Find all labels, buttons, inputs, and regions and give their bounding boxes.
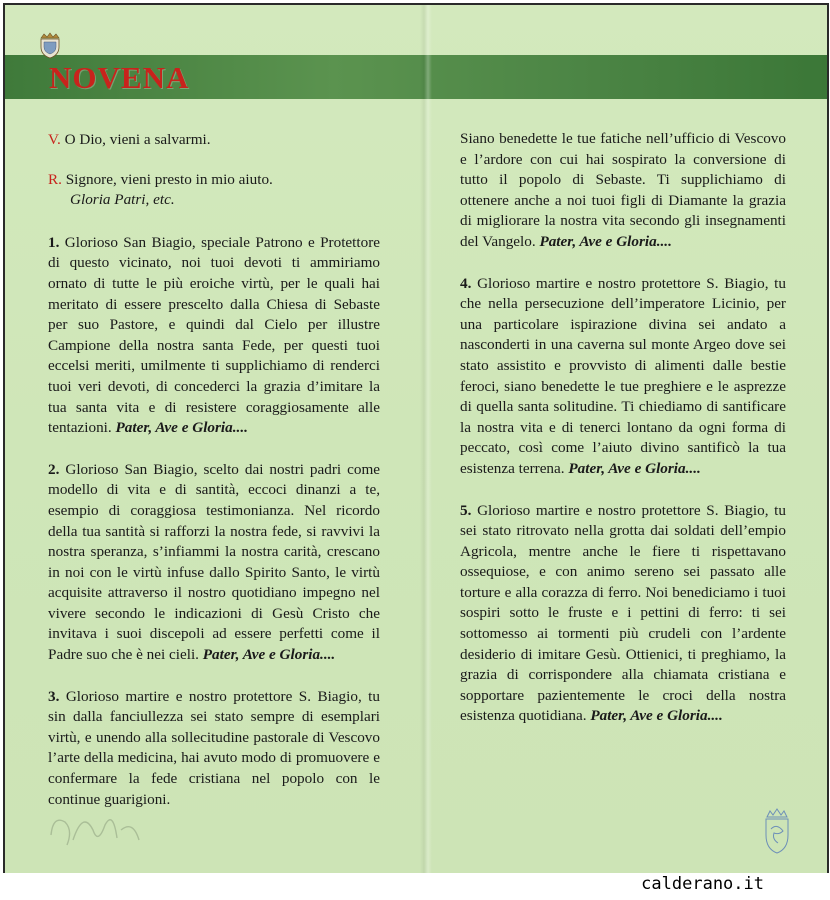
paragraph-text: Glorioso martire e nostro protettore S. Biagio, tu sin dalla fanciullezza sei stato sempre di esemplari virtù, e unendo alla sollecitudine pastorale di Vescovo l’arte della medicina, hai avuto modo di promuovere e confermare la fede cristiana nel popolo con le continue guarigioni.: [48, 687, 380, 808]
paragraph-text: Siano benedette le tue fatiche nell’ufficio di Vescovo e l’ardore con cui hai sospirato la conversione di tutto il popolo di Sebaste. Ti supplichiamo di ottenere anche a noi tuoi figli di Diamante la grazia di migliorare la nostra vita secondo gli insegnamenti del Vangelo.: [460, 130, 786, 250]
paragraph-number: 1.: [48, 233, 60, 251]
paragraph-number: 5.: [460, 501, 472, 519]
coat-of-arms-icon: [35, 30, 65, 60]
response-mark: R.: [48, 170, 62, 188]
closing-prayer: Pater, Ave e Gloria....: [115, 419, 248, 437]
prayer-paragraph-3-continued: [460, 129, 786, 253]
paragraph-text: Glorioso martire e nostro protettore S. Biagio, tu sei stato ritrovato nella grotta dai soldati dell’empio Agricola, mentre anche le fiere ti rispettavano ossequiose, e con animo sereno sei passato alle torture e alla corazza di ferro. Noi benediciamo i tuoi sospiri sotto le fruste e i pettini di ferro: ti sei sottomesso ai tormenti più crudeli con l’ardente desiderio di imitare Gesù. Ottienici, ti preghiamo, la grazia di corrispondere alla chiamata cristiana e sopportare pazientemente le croci della nostra esistenza quotidiana.: [460, 501, 786, 725]
paragraph-text: Glorioso San Biagio, scelto dai nostri padri come modello di vita e di santità, eccoci dinanzi a te, esempio di coraggiosa testimonianza. Nel ricordo della tua santità si rafforzi la nostra fede, si ravvivi la nostra speranza, s’infiammi la nostra carità, crescano in noi con le virtù infuse dallo Spirito Santo, le virtù acquisite attraverso il nostro quotidiano impegno nel vivere secondo le indicazioni di Gesù Cristo che invitava i suoi discepoli ad essere perfetti come il Padre suo che è nei cieli.: [48, 460, 380, 664]
page-frame: [3, 3, 829, 875]
versicle-text: O Dio, vieni a salvarmi.: [60, 131, 211, 148]
closing-prayer: Pater, Ave e Gloria....: [568, 459, 701, 477]
page-fold: [420, 5, 432, 873]
closing-prayer: Pater, Ave e Gloria....: [590, 707, 723, 725]
coat-of-arms-icon: [762, 805, 792, 855]
prayer-paragraph-2: [48, 460, 380, 666]
closing-prayer: Pater, Ave e Gloria....: [539, 232, 672, 250]
response-text: Signore, vieni presto in mio aiuto.: [61, 170, 273, 188]
prayer-paragraph-5: [460, 501, 786, 728]
page-title: NOVENA: [49, 60, 190, 95]
prayer-paragraph-3: [48, 687, 380, 811]
paragraph-text: Glorioso martire e nostro protettore S. Biagio, tu che nella persecuzione dell’imperatore Licinio, per una particolare ispirazione divina sei andato a nasconderti in una caverna sul monte Argeo dove sei stato assistito e provvisto di alimenti dalle bestie feroci, siano benedette le tue preghiere e le asprezze di quella santa solitudine. Ti chiediamo di santificare la nostra vita e di tenerci lontano da ogni forma di peccato, così come l’aiuto divino santificò la tua esistenza terrena.: [460, 274, 786, 477]
site-watermark: calderano.it: [641, 874, 764, 894]
closing-prayer: Pater, Ave e Gloria....: [202, 646, 336, 664]
left-column: [48, 130, 380, 810]
versicle-mark: V.: [48, 131, 61, 148]
right-column: [460, 129, 786, 727]
response: [48, 170, 380, 211]
paragraph-number: 4.: [460, 274, 472, 292]
gloria-patri: Gloria Patri, etc.: [70, 191, 175, 209]
handwritten-mark-icon: [43, 800, 153, 860]
prayer-paragraph-1: [48, 233, 380, 439]
paragraph-number: 2.: [48, 460, 60, 478]
paragraph-number: 3.: [48, 687, 60, 705]
prayer-paragraph-4: [460, 274, 786, 480]
paragraph-text: Glorioso San Biagio, speciale Patrono e Protettore di questo vicinato, noi tuoi devoti ti ammiriamo ornato di tutte le più eroiche virtù, per le quali hai meritato di essere prescelto dalla Chiesa di Sebaste per suo Pastore, e quindi dal Cielo per illustre Campione della nostra santa Fede, per questi tuoi eccelsi meriti, umilmente ti supplichiamo di renderci tuoi veri devoti, di concederci la grazia d’imitare la tua santa vita e di resistere coraggiosamente alle tentazioni.: [48, 233, 380, 437]
versicle: [48, 130, 380, 151]
